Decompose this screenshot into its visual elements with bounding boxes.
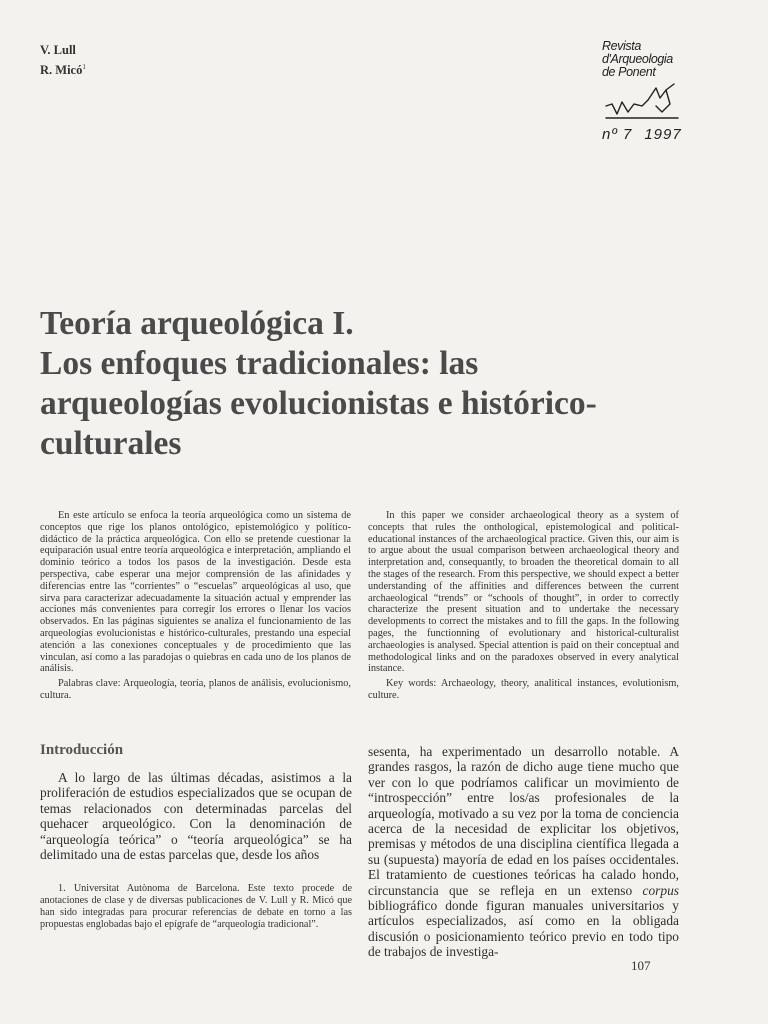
italic-term: corpus (642, 882, 679, 898)
section-heading: Introducción (40, 742, 124, 758)
keywords-spanish: Palabras clave: Arqueología, teoría, planos de análisis, evolucionismo, cultura. (40, 678, 351, 701)
page-number: 107 (631, 958, 651, 973)
author-name: V. Lull (40, 43, 76, 57)
footnote: 1. Universitat Autònoma de Barcelona. Este texto procede de anotaciones de clase y de diversas publicaciones de V. Lull y R. Micó que han sido integradas para procurar referencias de debate en torno a las propuestas englobadas bajo el epígrafe de “arqueología tradicional”. (40, 883, 352, 930)
issue-number: nº 7 (602, 126, 633, 143)
author-list (40, 42, 86, 79)
abstract-spanish: En este artículo se enfoca la teoría arqueológica como un sistema de conceptos que rige los planos ontológico, epistemológico y político-didáctico de la práctica arqueológica. Con ello se pretende cuestionar la equiparación usual entre teoría arqueológica e interpretación, ampliando el dominio teórico a todos los pasos de la investigación. Desde esta perspectiva, cabe esperar una mejor comprensión de las afinidades y diferencias entre las “corrientes” o “escuelas” arqueológicas al uso, que sirva para caracterizar adecuadamente la situación actual y emprender las acciones más convenientes para corregir los errores o llenar los vacíos observados. En las páginas siguientes se analiza el funcionamiento de las arqueologías evolucionistas e histórico-culturales, prestando una especial atención a las conexiones conceptuales y de procedimiento que las vinculan, así como a las paradojas o quiebras en cada uno de los planos de análisis. (40, 510, 351, 675)
body-text-right-column: sesenta, ha experimentado un desarrollo notable. A grandes rasgos, la razón de dicho auge tiene mucho que ver con lo que podríamos calificar un movimiento de “introspección” entre los/as profesionales de la arqueología, motivado a su vez por la toma de conciencia acerca de la necesidad de explicitar los objetivos, premisas y métodos de una disciplina científica llegada a su (supuesta) mayoría de edad en los países occidentales. El tratamiento de cuestiones teóricas ha calado hondo, circunstancia que se refleja en un extenso corpus bibliográfico donde figuran manuales universitarios y artículos especializados, así como en la obligada discusión o posicionamiento teórico previo en todo tipo de trabajos de investiga- (368, 744, 679, 960)
author-name: R. Micó$^1$ (40, 63, 86, 78)
keywords-english: Key words: Archaeology, theory, analitical instances, evolutionism, culture. (368, 678, 679, 701)
article-title: Teoría arqueológica I. Los enfoques tradicionales: las arqueologías evolucionistas e histórico- culturales (40, 305, 597, 462)
issue-info (602, 126, 682, 143)
issue-year: 1997 (644, 126, 682, 143)
body-text-left-column: A lo largo de las últimas décadas, asistimos a la proliferación de estudios especializados que se ocupan de temas relacionados con determinadas parcelas del quehacer arqueológico. Con la denominación de “arqueología teórica” o “teoría arqueológica” se ha delimitado una de estas parcelas que, desde los años (40, 770, 352, 863)
footnote-marker: 1 (82, 63, 86, 71)
journal-title: Revista d'Arqueologia de Ponent (602, 39, 673, 79)
journal-logo-icon (604, 82, 680, 122)
abstract-english: In this paper we consider archaeological theory as a system of concepts that rules the onthological, epistemological and political-educational instances of the archaeological practice. Given this, our aim is to argue about the usual comparison between archaeological theory and interpretation and, consequantly, to broaden the theoretical domain to all the stages of the research. From this perspective, we should expect a better understanding of the affinities and differences between the current archaeological “trends” or “schools of thought”, in order to correctly characterize the present situation and to undertake the necessary developments to correct the mistakes and to fill the gaps. In the following pages, the functionning of evolutionary and historical-culturalist archaeologies is analysed. Special attention is paid on their conceptual and methodological links and on the paradoxes observed in every analytical instance. (368, 510, 679, 675)
